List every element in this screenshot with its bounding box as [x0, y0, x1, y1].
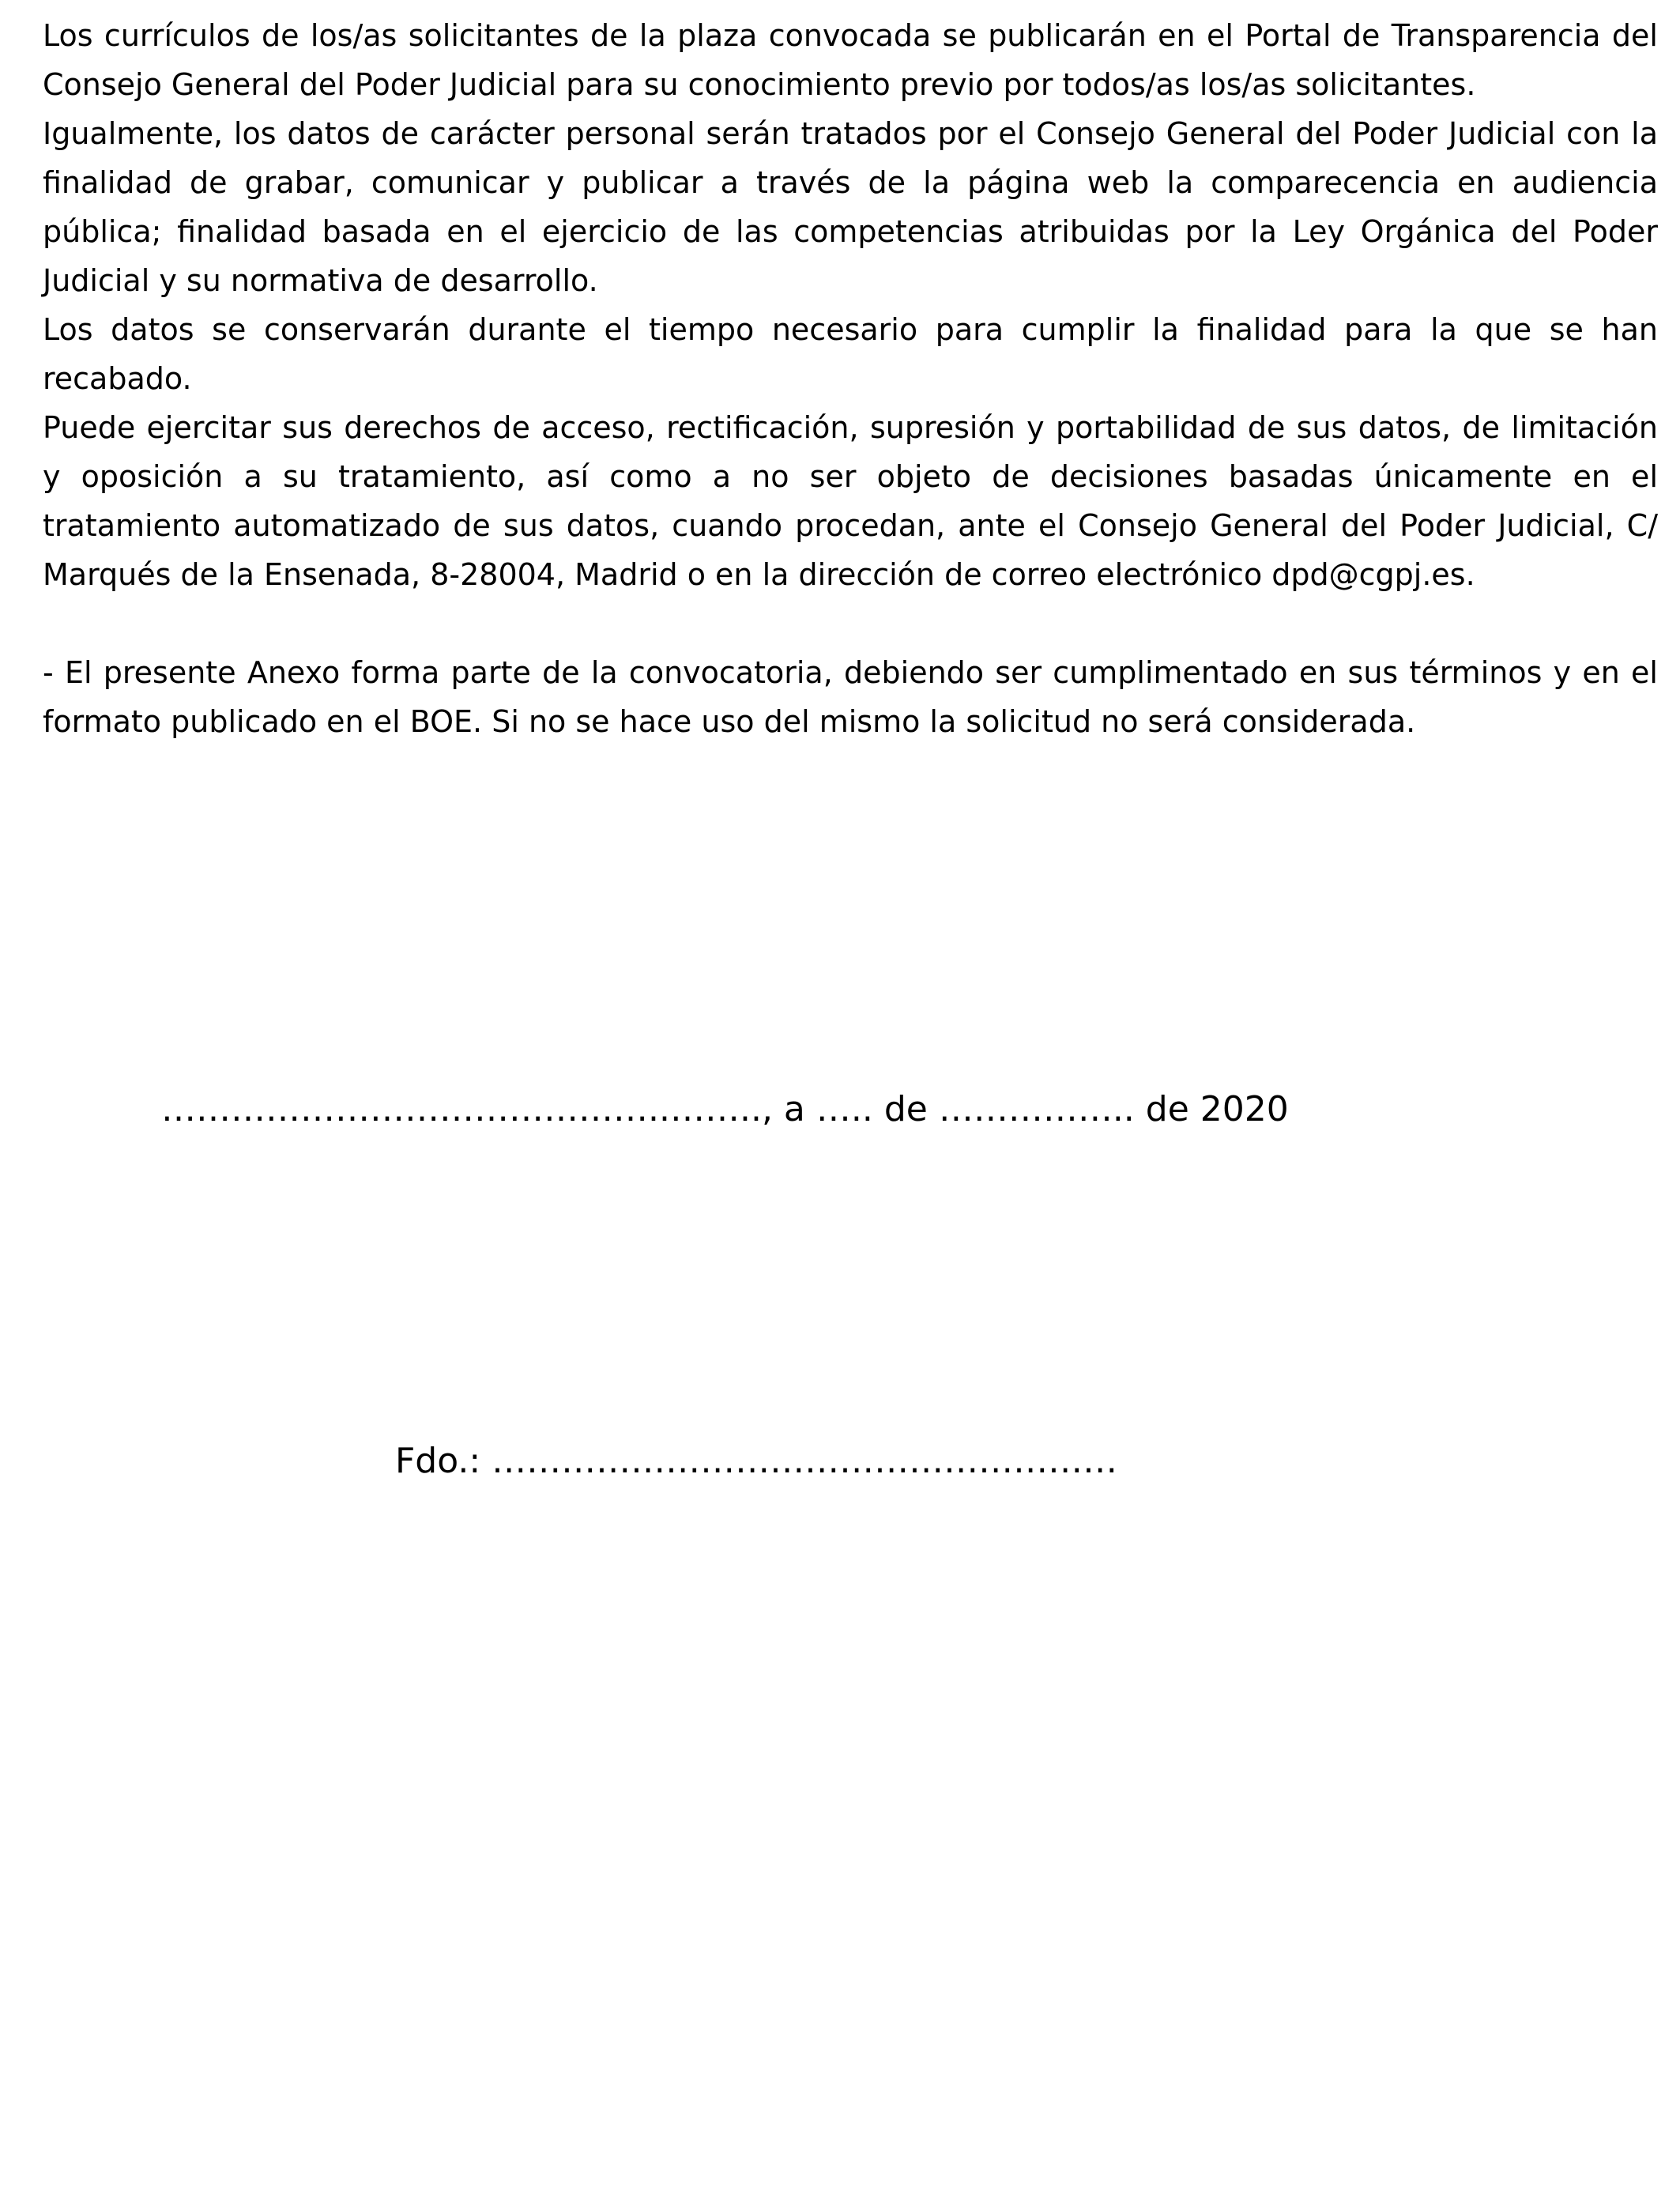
paragraph-anexo: - El presente Anexo forma parte de la convocatoria, debiendo ser cumplimentado en sus términos y en el formato publicado en el BOE. Si no se hace uso del mismo la solicitud no será considerada. — [43, 655, 1658, 739]
paragraph-conservacion: Los datos se conservarán durante el tiempo necesario para cumplir la finalidad para la que se han recabado. — [43, 312, 1658, 396]
paragraph-curriculos: Los currículos de los/as solicitantes de la plaza convocada se publicarán en el Portal de Transparencia del Consejo General del Poder Judicial para su conocimiento previo por todos/as los/as solicitantes. — [43, 18, 1658, 102]
signature-line: Fdo.: ……………………………………………… — [395, 1441, 1118, 1481]
document-body — [43, 11, 1658, 746]
paragraph-datos-personales: Igualmente, los datos de carácter personal serán tratados por el Consejo General del Poder Judicial con la finalidad de grabar, comunicar y publicar a través de la página web la comparecencia en audiencia pública; finalidad basada en el ejercicio de las competencias atribuidas por la Ley Orgánica del Poder Judicial y su normativa de desarrollo. — [43, 116, 1658, 298]
date-line: ……………………………………..…….., a ….. de …………….. de 2020 — [161, 1089, 1289, 1129]
paragraph-derechos: Puede ejercitar sus derechos de acceso, rectificación, supresión y portabilidad de sus datos, de limitación y oposición a su tratamiento, así como a no ser objeto de decisiones basadas únicamente en el tratamiento automatizado de sus datos, cuando procedan, ante el Consejo General del Poder Judicial, C/ Marqués de la Ensenada, 8-28004, Madrid o en la dirección de correo electrónico dpd@cgpj.es. — [43, 410, 1658, 592]
